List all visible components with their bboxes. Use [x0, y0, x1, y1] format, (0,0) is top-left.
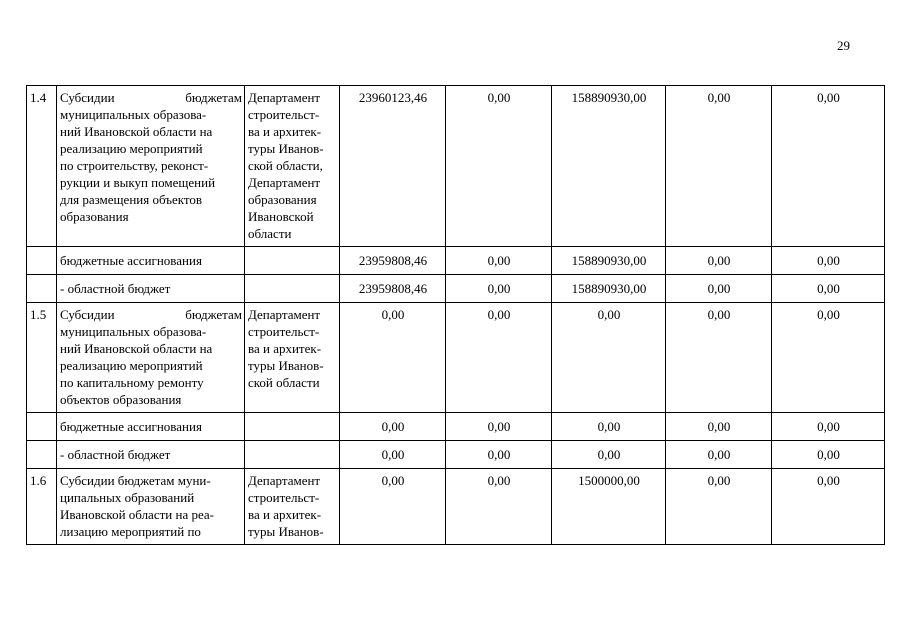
row-name: - областной бюджет [57, 441, 245, 469]
value-cell: 23959808,46 [340, 275, 446, 303]
value-cell: 0,00 [772, 247, 885, 275]
row-department: Департамент строительст- ва и архитек- туры Иванов- ской области [245, 303, 340, 413]
value-cell: 0,00 [446, 247, 552, 275]
value-cell: 23960123,46 [340, 86, 446, 247]
row-department [245, 413, 340, 441]
value-cell: 23959808,46 [340, 247, 446, 275]
table-row [27, 469, 885, 545]
value-cell: 0,00 [772, 469, 885, 545]
value-cell: 0,00 [666, 469, 772, 545]
value-cell: 0,00 [666, 275, 772, 303]
value-cell: 0,00 [772, 441, 885, 469]
page-number: 29 [837, 38, 850, 53]
row-index: 1.6 [27, 469, 57, 545]
table-row [27, 303, 885, 413]
value-cell: 0,00 [340, 413, 446, 441]
row-department: Департамент строительст- ва и архитек- туры Иванов- [245, 469, 340, 545]
value-cell: 0,00 [446, 469, 552, 545]
value-cell: 0,00 [666, 86, 772, 247]
row-name: Субсидии бюджетам муни- ципальных образований Ивановской области на реа- лизацию мероприятий по [57, 469, 245, 545]
value-cell: 0,00 [666, 303, 772, 413]
row-index [27, 275, 57, 303]
value-cell: 0,00 [666, 441, 772, 469]
row-department [245, 275, 340, 303]
value-cell: 158890930,00 [552, 86, 666, 247]
value-cell: 1500000,00 [552, 469, 666, 545]
value-cell: 0,00 [446, 413, 552, 441]
value-cell: 0,00 [446, 303, 552, 413]
row-index: 1.5 [27, 303, 57, 413]
table-row [27, 86, 885, 247]
row-index: 1.4 [27, 86, 57, 247]
value-cell: 0,00 [666, 247, 772, 275]
value-cell: 158890930,00 [552, 247, 666, 275]
value-cell: 0,00 [772, 413, 885, 441]
value-cell: 0,00 [666, 413, 772, 441]
value-cell: 0,00 [772, 86, 885, 247]
row-name: Субсидии бюджетам муниципальных образова- ний Ивановской области на реализацию мероприятий по строительству, реконст- рукции и выкуп помещений для размещения объектов образования [57, 86, 245, 247]
row-index [27, 441, 57, 469]
value-cell: 0,00 [446, 275, 552, 303]
value-cell: 0,00 [446, 86, 552, 247]
value-cell: 0,00 [772, 303, 885, 413]
value-cell: 0,00 [772, 275, 885, 303]
value-cell: 0,00 [552, 441, 666, 469]
row-name: бюджетные ассигнования [57, 413, 245, 441]
budget-table [26, 85, 885, 545]
value-cell: 0,00 [552, 303, 666, 413]
value-cell: 0,00 [340, 441, 446, 469]
row-department: Департамент строительст- ва и архитек- туры Иванов- ской области, Департамент образования Ивановской области [245, 86, 340, 247]
value-cell: 0,00 [552, 413, 666, 441]
value-cell: 158890930,00 [552, 275, 666, 303]
table-row [27, 441, 885, 469]
row-name: бюджетные ассигнования [57, 247, 245, 275]
table-row [27, 275, 885, 303]
row-department [245, 441, 340, 469]
value-cell: 0,00 [446, 441, 552, 469]
table-row [27, 413, 885, 441]
row-index [27, 247, 57, 275]
row-index [27, 413, 57, 441]
value-cell: 0,00 [340, 469, 446, 545]
row-name: - областной бюджет [57, 275, 245, 303]
table-row [27, 247, 885, 275]
row-department [245, 247, 340, 275]
value-cell: 0,00 [340, 303, 446, 413]
row-name: Субсидии бюджетам муниципальных образова- ний Ивановской области на реализацию мероприятий по капитальному ремонту объектов образования [57, 303, 245, 413]
